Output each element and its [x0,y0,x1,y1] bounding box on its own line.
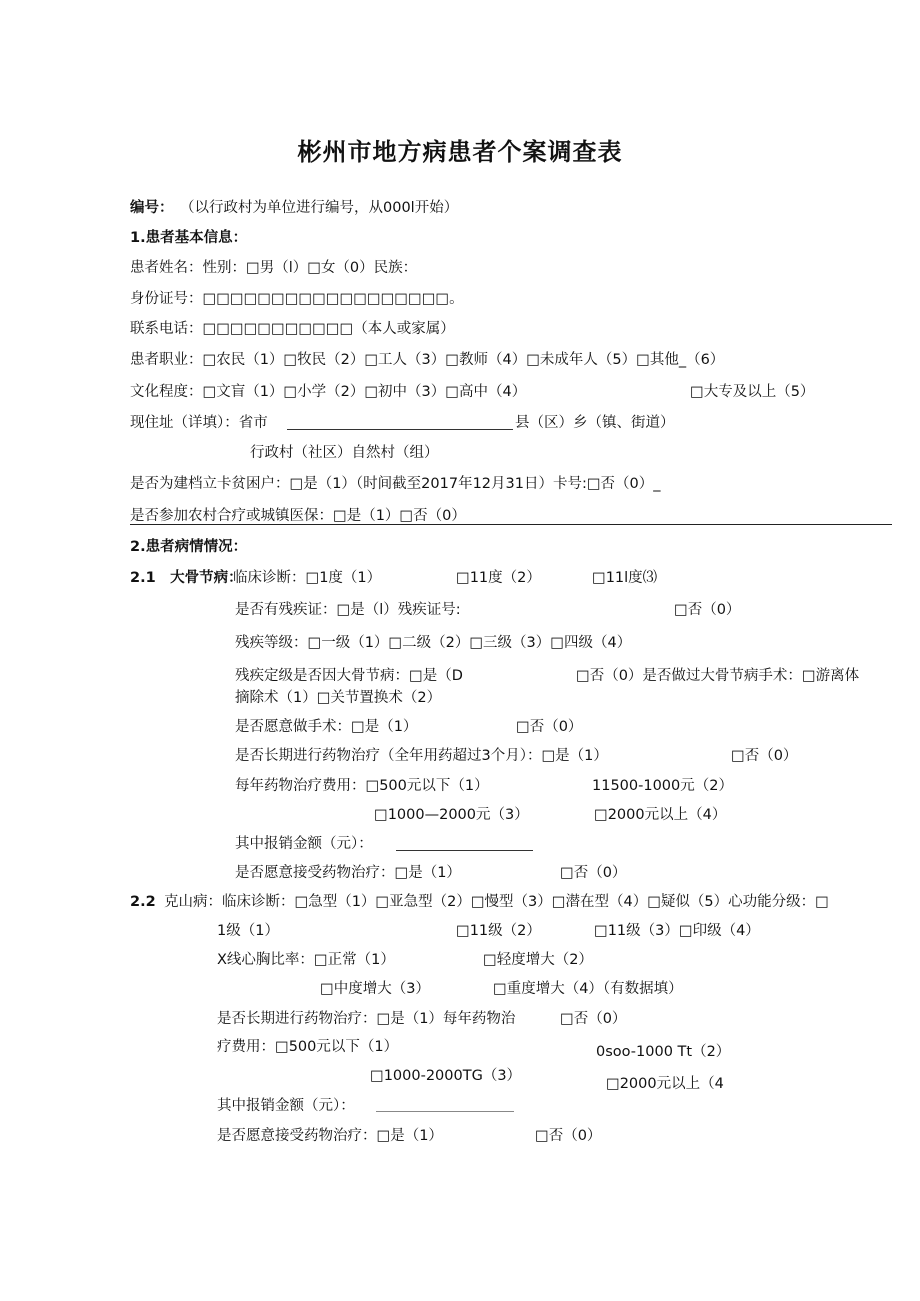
kbd-cost-2: 11500-1000元（2） [592,778,733,794]
phone-line: 联系电话：□□□□□□□□□□□（本人或家属） [130,321,455,337]
kbd-drug-yes: 是否长期进行药物治疗（全年用药超过3个月）：□是（1） [235,748,608,764]
kbd-degree-3: □11l度⑶ [592,570,658,586]
kbd-cost-4: □2000元以上（4） [594,807,727,823]
ksd-grade-2: □11级（2） [456,923,541,939]
kbd-cause-c: 摘除术（1）□关节置换术（2） [235,690,442,706]
ksd-accept-yes: 是否愿意接受药物治疗：□是（1） [217,1128,443,1144]
ksd-cost-3: □1000-2000TG（3） [370,1068,522,1084]
ksd-xray-severe: □重度增大（4）（有数据填） [493,981,683,997]
id-number-line: 身份证号：□□□□□□□□□□□□□□□□□□。 [130,291,464,307]
patient-name-line: 患者姓名：性别：□男（l）□女（0）民族： [130,260,418,276]
ksd-xray-normal: X线心胸比率：□正常（1） [217,952,395,968]
section-divider [130,524,892,525]
kbd-disability-level: 残疾等级：□一级（1）□二级（2）□三级（3）□四级（4） [235,635,632,651]
code-label: 编号： [130,200,174,216]
education-college-option: □大专及以上（5） [690,384,815,400]
address-line-2: 行政村（社区）自然村（组） [250,445,439,461]
ksd-grade-3-4: □11级（3）□印级（4） [594,923,760,939]
section2-heading: 2.患者病情情况： [130,539,248,555]
ksd-drug-yes: 是否长期进行药物治疗：□是（1）每年药物治 [217,1011,516,1027]
poverty-line: 是否为建档立卡贫困户：□是（1）（时间截至2017年12月31日）卡号:□否（0）_ [130,476,661,492]
kbd-label: 2.1 大骨节病： [130,570,243,586]
education-line: 文化程度：□文盲（1）□小学（2）□初中（3）□高中（4） [130,384,527,400]
page-title: 彬州市地方病患者个案调查表 [297,138,623,166]
kbd-degree-2: □11度（2） [456,570,541,586]
ksd-reimbursement: 其中报销金额（元）： [217,1098,355,1114]
address-underline [287,429,513,430]
section1-heading: 1.患者基本信息： [130,230,248,246]
ksd-diagnosis: 克山病：临床诊断：□急型（1）□亚急型（2）□慢型（3）□潜在型（4）□疑似（5）心功能分级：□ [164,894,829,910]
kbd-disability-no: □否（0） [674,602,741,618]
ksd-cost-1: 疗费用：□500元以下（1） [217,1039,399,1055]
ksd-reimbursement-underline [376,1111,514,1112]
code-note: （以行政村为单位进行编号，从000l开始） [180,200,459,216]
kbd-surgery-no: □否（0） [516,719,583,735]
kbd-surgery-yes: 是否愿意做手术：□是（1） [235,719,418,735]
ksd-grade-1: 1级（1） [217,923,279,939]
kbd-reimbursement: 其中报销金额（元）： [235,836,373,852]
kbd-reimbursement-underline [396,850,533,851]
ksd-xray-moderate: □中度增大（3） [320,981,430,997]
address-line-1a: 现住址（详填）：省市 [130,415,268,431]
kbd-diagnosis: 临床诊断：□1度（1） [233,570,382,586]
kbd-cost-1: 每年药物治疗费用：□500元以下（1） [235,778,489,794]
insurance-line: 是否参加农村合疗或城镇医保：□是（1）□否（0） [130,508,466,524]
kbd-cause-a: 残疾定级是否因大骨节病：□是（D [235,668,463,684]
ksd-cost-2: 0soo-1000 Tt（2） [596,1044,731,1060]
kbd-disability-cert: 是否有残疾证：□是（l）残疾证号: [235,602,461,618]
ksd-cost-4: □2000元以上（4 [606,1076,724,1092]
ksd-label: 2.2 [130,894,156,910]
ksd-drug-no: □否（0） [560,1011,627,1027]
kbd-drug-no: □否（0） [731,748,798,764]
ksd-accept-no: □否（0） [535,1128,602,1144]
kbd-cost-3: □1000—2000元（3） [374,807,529,823]
occupation-line: 患者职业：□农民（1）□牧民（2）□工人（3）□教师（4）□未成年人（5）□其他_（6） [130,352,725,368]
address-line-1b: 县（区）乡（镇、街道） [515,415,675,431]
ksd-xray-mild: □轻度增大（2） [483,952,593,968]
kbd-accept-no: □否（0） [560,865,627,881]
kbd-accept-yes: 是否愿意接受药物治疗：□是（1） [235,865,461,881]
kbd-cause-b: □否（0）是否做过大骨节病手术：□游离体 [576,668,860,684]
